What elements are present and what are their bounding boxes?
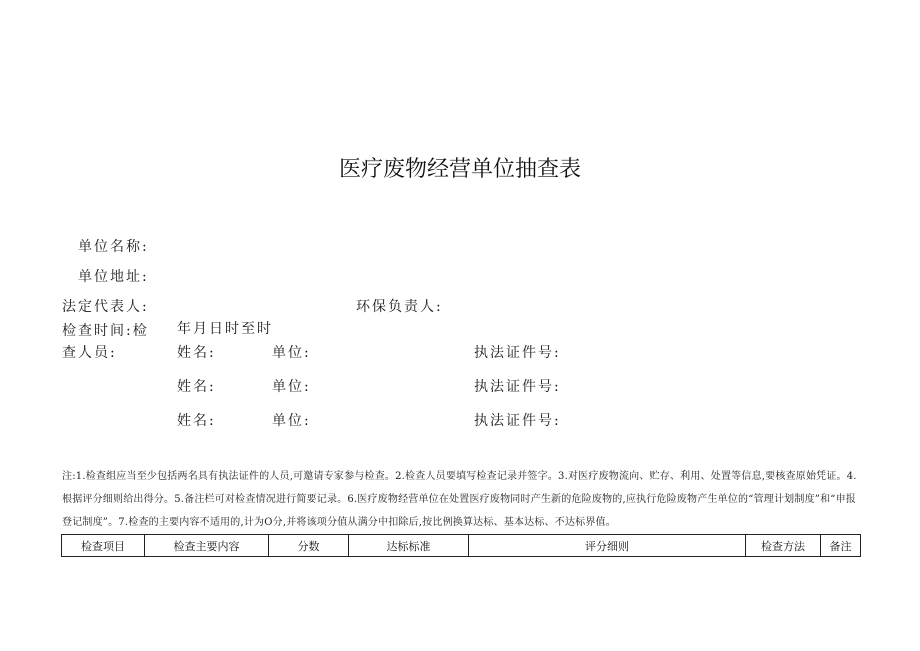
- unit-address-label: 单位地址:: [78, 269, 149, 285]
- inspector-unit-label: 单位:: [272, 345, 311, 361]
- inspector-unit-label: 单位:: [272, 413, 311, 429]
- inspect-time-label: 检查时间:检: [62, 323, 149, 339]
- legal-rep-label: 法定代表人:: [62, 299, 149, 315]
- inspector-cert-label: 执法证件号:: [474, 413, 561, 429]
- header-main-content: 检查主要内容: [145, 535, 269, 557]
- notes-paragraph: 注:1.检查组应当至少包括两名具有执法证件的人员,可邀请专家参与检查。2.检查人员要填写检查记录并签字。3.对医疗废物流向、贮存、利用、处置等信息,要核查原始凭证。4.根据评分细则给出得分。5.备注栏可对检查情况进行简要记录。6.医疗废物经营单位在处置医疗废物同时产生新的危险废物的,应执行危险废物产生单位的“管理计划制度”和“申报登记制度”。7.检查的主要内容不适用的,计为O分,并将该项分值从满分中扣除后,按比例换算达标、基本达标、不达标界值。: [62, 471, 857, 528]
- inspector-name-label: 姓名:: [177, 413, 216, 429]
- inspect-time-value: 年月日时至时: [177, 321, 273, 337]
- page-title: 医疗废物经营单位抽查表: [338, 157, 581, 182]
- inspector-unit-label: 单位:: [272, 379, 311, 395]
- unit-name-label: 单位名称:: [78, 239, 149, 255]
- header-inspection-item: 检查项目: [62, 535, 145, 557]
- header-remarks: 备注: [821, 535, 861, 557]
- inspector-cert-label: 执法证件号:: [474, 379, 561, 395]
- inspectors-label: 查人员:: [62, 345, 117, 361]
- env-officer-label: 环保负责人:: [356, 299, 443, 315]
- header-scoring-rules: 评分细则: [469, 535, 746, 557]
- inspector-name-label: 姓名:: [177, 345, 216, 361]
- header-score: 分数: [269, 535, 349, 557]
- inspector-name-label: 姓名:: [177, 379, 216, 395]
- inspector-cert-label: 执法证件号:: [474, 345, 561, 361]
- header-method: 检查方法: [746, 535, 821, 557]
- table-header-row: [62, 535, 861, 557]
- header-standard: 达标标准: [349, 535, 469, 557]
- inspection-table: [61, 534, 861, 557]
